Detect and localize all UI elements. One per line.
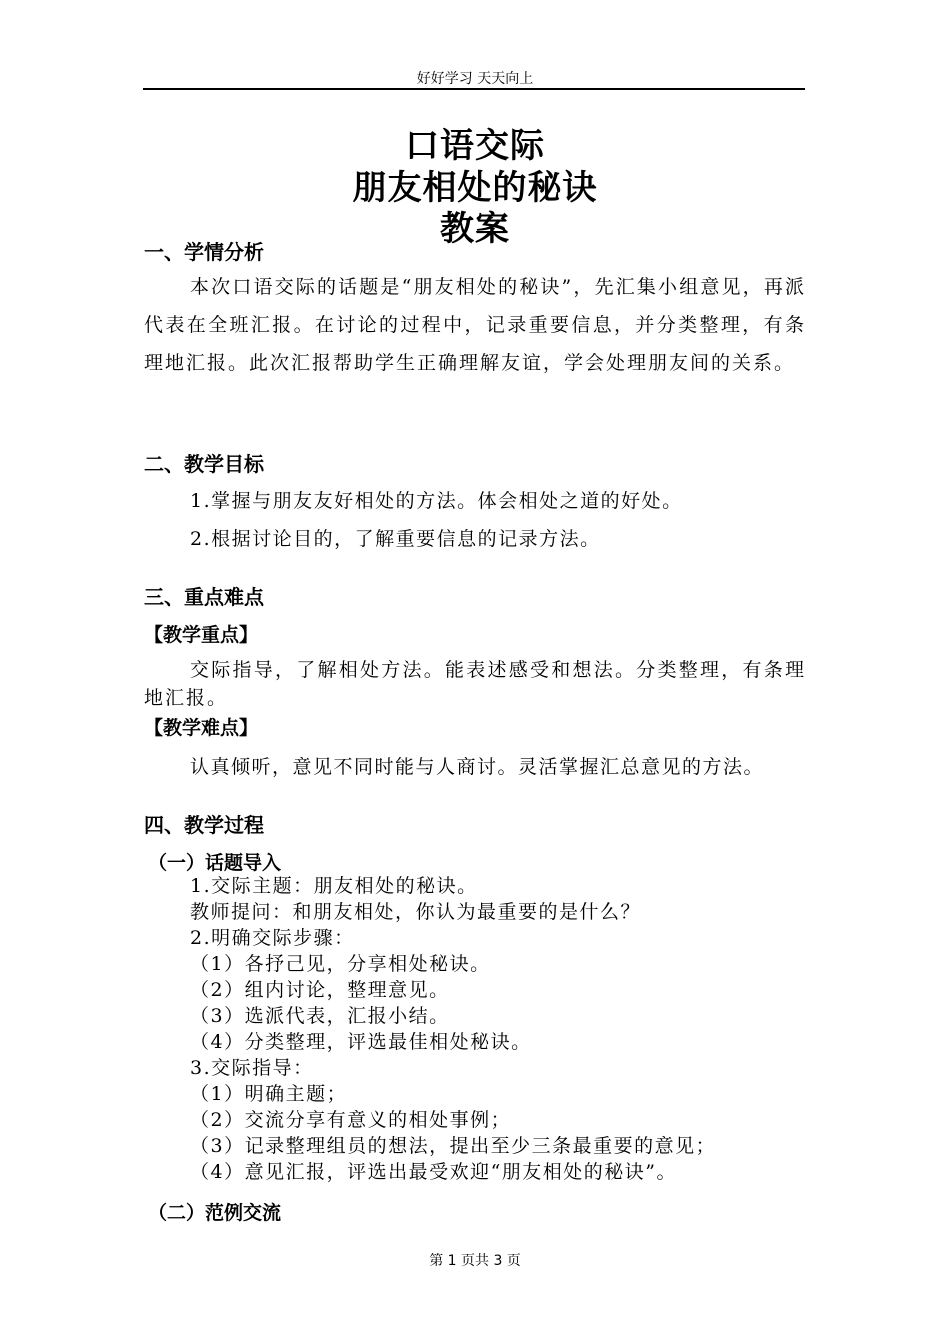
key-point-text: 交际指导，了解相处方法。能表述感受和想法。分类整理，有条理地汇报。 [144,659,806,709]
title-line-1: 口语交际 [405,126,545,166]
analysis-paragraph: 本次口语交际的话题是“朋友相处的秘诀”，先汇集小组意见，再派代表在全班汇报。在讨论的过程中，记录重要信息，并分类整理，有条理地汇报。此次汇报帮助学生正确理解友谊，学会处理朋友间的关系。 [144,276,806,374]
section-heading-goals: 二、教学目标 [144,452,264,476]
list-item: （3）记录整理组员的想法，提出至少三条最重要的意见； [190,1135,717,1157]
list-item: 1.交际主题：朋友相处的秘诀。 [190,875,478,897]
section-heading-process: 四、教学过程 [144,813,264,837]
title-line-2: 朋友相处的秘诀 [352,168,598,208]
goal-item-1: 1.掌握与朋友友好相处的方法。体会相处之道的好处。 [190,490,683,512]
list-item: （2）组内讨论，整理意见。 [190,979,450,1001]
section-heading-key-points: 三、重点难点 [144,585,264,609]
list-item: （1）各抒己见，分享相处秘诀。 [190,953,491,975]
list-item: 教师提问：和朋友相处，你认为最重要的是什么？ [190,901,642,923]
key-point-label: 【教学重点】 [144,624,259,646]
list-item: （4）分类整理，评选最佳相处秘诀。 [190,1031,532,1053]
list-item: （4）意见汇报，评选出最受欢迎“朋友相处的秘诀”。 [190,1161,678,1183]
list-item: 3.交际指导： [190,1057,314,1079]
page-footer: 第 1 页共 3 页 [429,1253,521,1269]
header-divider [143,88,805,90]
difficult-point-label: 【教学难点】 [144,717,259,739]
list-item: （1）明确主题； [190,1083,348,1105]
page-header: 好好学习 天天向上 [416,71,534,87]
section-heading-analysis: 一、学情分析 [144,240,264,264]
title-line-3: 教案 [440,209,510,249]
process-part1-heading: （一）话题导入 [148,852,282,874]
list-item: 2.明确交际步骤： [190,927,355,949]
list-item: （3）选派代表，汇报小结。 [190,1005,450,1027]
goal-item-2: 2.根据讨论目的，了解重要信息的记录方法。 [190,528,601,550]
difficult-point-text: 认真倾听，意见不同时能与人商讨。灵活掌握汇总意见的方法。 [190,756,765,778]
list-item: （2）交流分享有意义的相处事例； [190,1109,512,1131]
process-part2-heading: （二）范例交流 [148,1202,282,1224]
process-part1-list [190,873,716,1185]
